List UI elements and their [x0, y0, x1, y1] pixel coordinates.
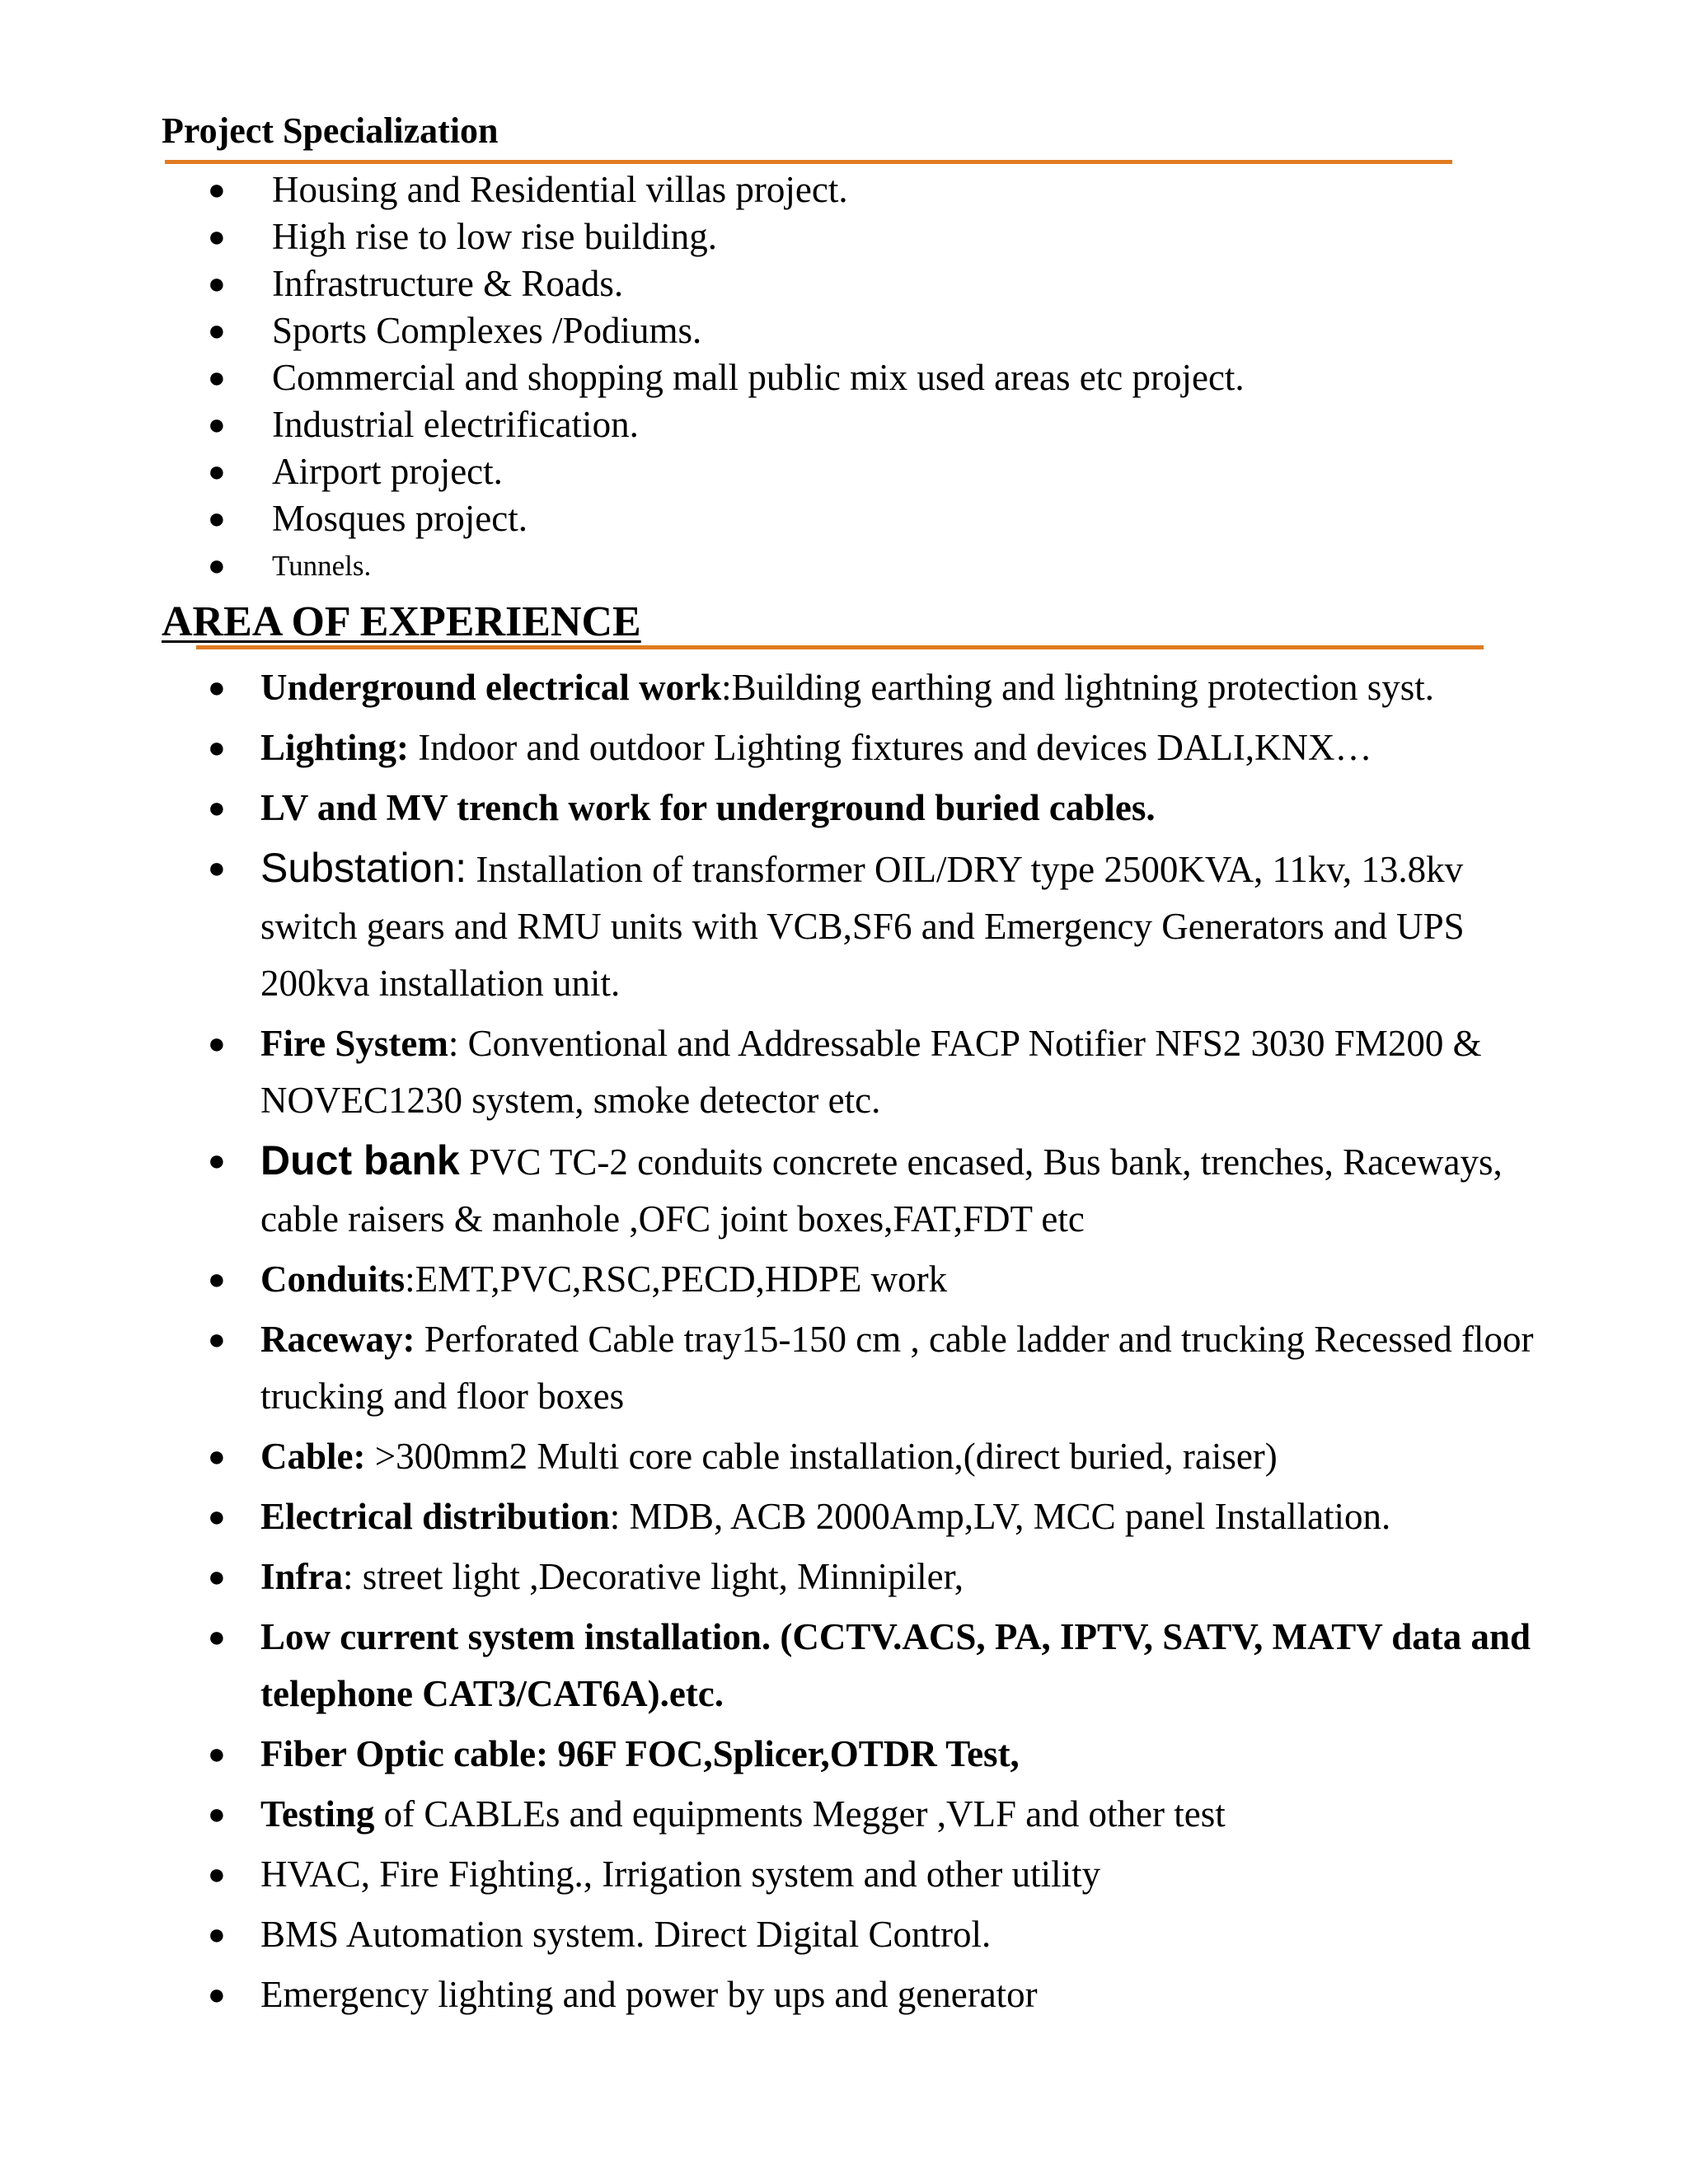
list-item — [162, 1015, 1546, 1129]
section-divider — [165, 160, 1452, 164]
item-text: Indoor and outdoor Lighting fixtures and devices DALI,KNX… — [409, 727, 1372, 768]
bullet-icon: ● — [208, 1500, 226, 1533]
item-label: Electrical distribution — [260, 1496, 610, 1537]
section-divider — [196, 645, 1484, 649]
item-text: :Building earthing and lightning protection syst. — [721, 667, 1435, 708]
list-item — [162, 1311, 1546, 1425]
bullet-icon: ● — [208, 791, 226, 824]
bullet-icon: ● — [208, 671, 226, 704]
list-item: ● Tunnels. — [162, 542, 1522, 589]
item-label: Substation: — [260, 845, 467, 891]
item-label: Fire System — [260, 1023, 448, 1064]
area-of-experience-list — [162, 659, 1546, 2027]
list-item: ● High rise to low rise building. — [162, 213, 1522, 260]
item-text: >300mm2 Multi core cable installation,(direct buried, raiser) — [365, 1436, 1278, 1477]
list-item — [162, 1906, 1546, 1963]
bullet-icon: ● — [208, 1737, 226, 1770]
item-label: Raceway: — [260, 1319, 415, 1360]
bullet-icon: ● — [208, 549, 226, 582]
bullet-icon: ● — [208, 361, 226, 394]
list-item — [162, 1786, 1546, 1843]
bullet-icon: ● — [208, 173, 226, 206]
list-item — [162, 1609, 1546, 1722]
item-label: Duct bank — [260, 1137, 460, 1183]
list-item — [162, 1428, 1546, 1485]
list-item: ● Airport project. — [162, 448, 1522, 495]
item-text: Perforated Cable tray15-150 cm , cable ladder and trucking Recessed floor trucking and floor boxes — [260, 1319, 1534, 1417]
item-text: : street light ,Decorative light, Minnipiler, — [343, 1556, 964, 1597]
list-item: ● Mosques project. — [162, 495, 1522, 542]
bullet-icon: ● — [208, 220, 226, 253]
item-label: Underground electrical work — [260, 667, 722, 708]
list-item: ● Commercial and shopping mall public mix used areas etc project. — [162, 354, 1522, 401]
bullet-icon: ● — [208, 1323, 226, 1356]
bullet-icon: ● — [208, 851, 226, 884]
bullet-icon: ● — [208, 731, 226, 764]
list-item — [162, 1132, 1546, 1248]
area-of-experience-heading: AREA OF EXPERIENCE — [162, 598, 641, 645]
bullet-icon: ● — [208, 314, 226, 347]
list-item: ● Industrial electrification. — [162, 401, 1522, 448]
bullet-icon: ● — [208, 1144, 226, 1177]
bullet-icon: ● — [208, 502, 226, 535]
project-specialization-list — [162, 166, 1522, 589]
item-label: Cable: — [260, 1436, 366, 1477]
list-item — [162, 1488, 1546, 1545]
item-text: : MDB, ACB 2000Amp,LV, MCC panel Installation. — [609, 1496, 1391, 1537]
list-item: ● Housing and Residential villas project. — [162, 166, 1522, 213]
bullet-icon: ● — [208, 1560, 226, 1593]
item-label: Conduits — [260, 1258, 406, 1300]
bullet-icon: ● — [208, 1027, 226, 1060]
item-label: Fiber Optic cable: 96F FOC,Splicer,OTDR Test, — [260, 1733, 1020, 1774]
item-text: of CABLEs and equipments Megger ,VLF and other test — [374, 1793, 1226, 1835]
project-specialization-heading: Project Specialization — [162, 110, 499, 151]
bullet-icon: ● — [208, 1918, 226, 1951]
item-text: Installation of transformer OIL/DRY type 2500KVA, 11kv, 13.8kv switch gears and RMU units with VCB,SF6 and Emergency Generators and UPS 200kva installation unit. — [260, 849, 1465, 1004]
list-item: ● Sports Complexes /Podiums. — [162, 307, 1522, 354]
bullet-icon: ● — [208, 1978, 226, 2011]
list-item — [162, 1251, 1546, 1308]
bullet-icon: ● — [208, 1620, 226, 1653]
item-text: :EMT,PVC,RSC,PECD,HDPE work — [405, 1258, 948, 1300]
list-item — [162, 840, 1546, 1012]
list-item — [162, 780, 1546, 837]
bullet-icon: ● — [208, 267, 226, 300]
bullet-icon: ● — [208, 455, 226, 488]
item-label: Testing — [260, 1793, 375, 1835]
list-item — [162, 1966, 1546, 2023]
item-text: HVAC, Fire Fighting., Irrigation system and other utility — [260, 1854, 1101, 1895]
item-text: Emergency lighting and power by ups and generator — [260, 1974, 1038, 2015]
bullet-icon: ● — [208, 1858, 226, 1891]
bullet-icon: ● — [208, 1440, 226, 1473]
bullet-icon: ● — [208, 408, 226, 441]
item-label: Low current system installation. (CCTV.ACS, PA, IPTV, SATV, MATV data and telephone CAT3/CAT6A).etc. — [260, 1616, 1531, 1714]
item-text: : Conventional and Addressable FACP Notifier NFS2 3030 FM200 & NOVEC1230 system, smoke detector etc. — [260, 1023, 1482, 1121]
list-item: ● Infrastructure & Roads. — [162, 260, 1522, 307]
bullet-icon: ● — [208, 1797, 226, 1830]
item-label: Lighting: — [260, 727, 410, 768]
list-item — [162, 1726, 1546, 1783]
item-label: Infra — [260, 1556, 343, 1597]
list-item — [162, 719, 1546, 776]
item-label: LV and MV trench work for underground buried cables. — [260, 787, 1156, 828]
list-item — [162, 659, 1546, 716]
list-item — [162, 1549, 1546, 1605]
item-text: PVC TC-2 conduits concrete encased, Bus bank, trenches, Raceways, cable raisers & manhole ,OFC joint boxes,FAT,FDT etc — [260, 1141, 1503, 1240]
list-item — [162, 1846, 1546, 1903]
bullet-icon: ● — [208, 1263, 226, 1296]
item-text: BMS Automation system. Direct Digital Control. — [260, 1914, 992, 1955]
